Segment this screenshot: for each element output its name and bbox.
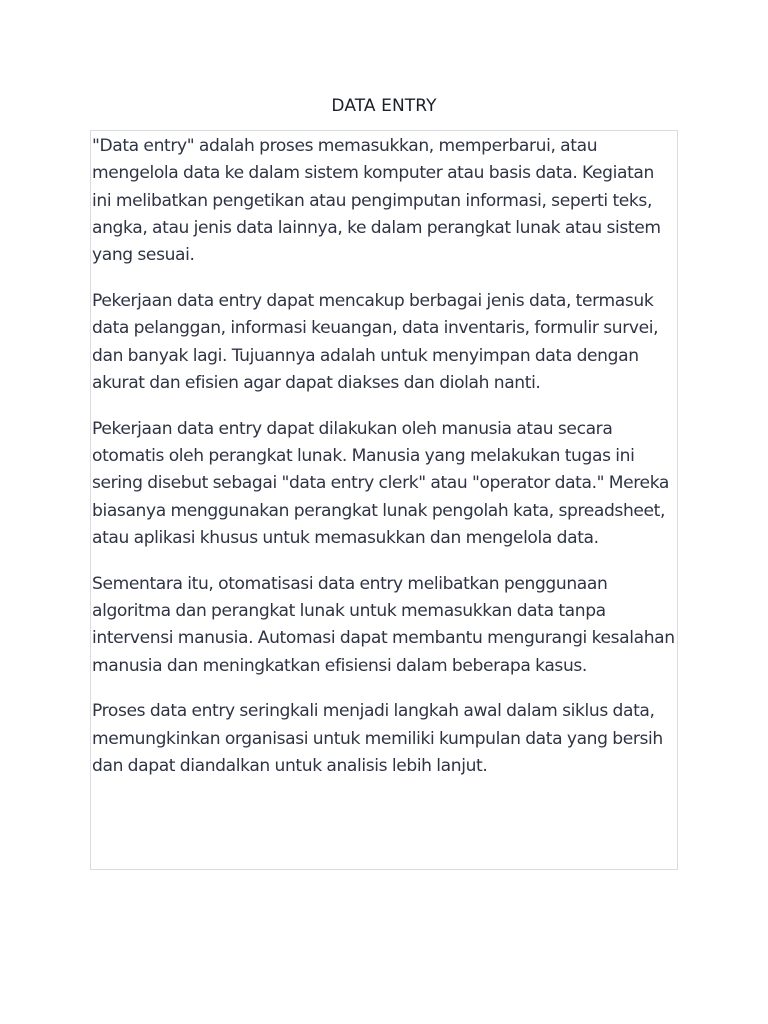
paragraph-5: Proses data entry seringkali menjadi langkah awal dalam siklus data, memungkinkan organisasi untuk memiliki kumpulan data yang bersih dan dapat diandalkan untuk analisis lebih lanjut. <box>92 701 663 776</box>
paragraph-3: Pekerjaan data entry dapat dilakukan oleh manusia atau secara otomatis oleh perangkat lunak. Manusia yang melakukan tugas ini sering disebut sebagai "data entry clerk" atau "operator data." Mereka biasanya menggunakan perangkat lunak pengolah kata, spreadsheet, atau aplikasi khusus untuk memasukkan dan mengelola data. <box>92 418 670 548</box>
paragraph-2: Pekerjaan data entry dapat mencakup berbagai jenis data, termasuk data pelanggan, informasi keuangan, data inventaris, formulir survei, dan banyak lagi. Tujuannya adalah untuk menyimpan data dengan akurat dan efisien agar dapat diakses dan diolah nanti. <box>92 290 659 393</box>
document-title: DATA ENTRY <box>331 96 437 116</box>
paragraph-1: "Data entry" adalah proses memasukkan, memperbarui, atau mengelola data ke dalam sistem komputer atau basis data. Kegiatan ini melibatkan pengetikan atau pengimputan informasi, seperti teks, angka, atau jenis data lainnya, ke dalam perangkat lunak atau sistem yang sesuai. <box>92 136 661 266</box>
paragraph-4: Sementara itu, otomatisasi data entry melibatkan penggunaan algoritma dan perangkat lunak untuk memasukkan data tanpa intervensi manusia. Automasi dapat membantu mengurangi kesalahan manusia dan meningkatkan efisiensi dalam beberapa kasus. <box>92 573 675 676</box>
text-frame <box>90 130 678 870</box>
